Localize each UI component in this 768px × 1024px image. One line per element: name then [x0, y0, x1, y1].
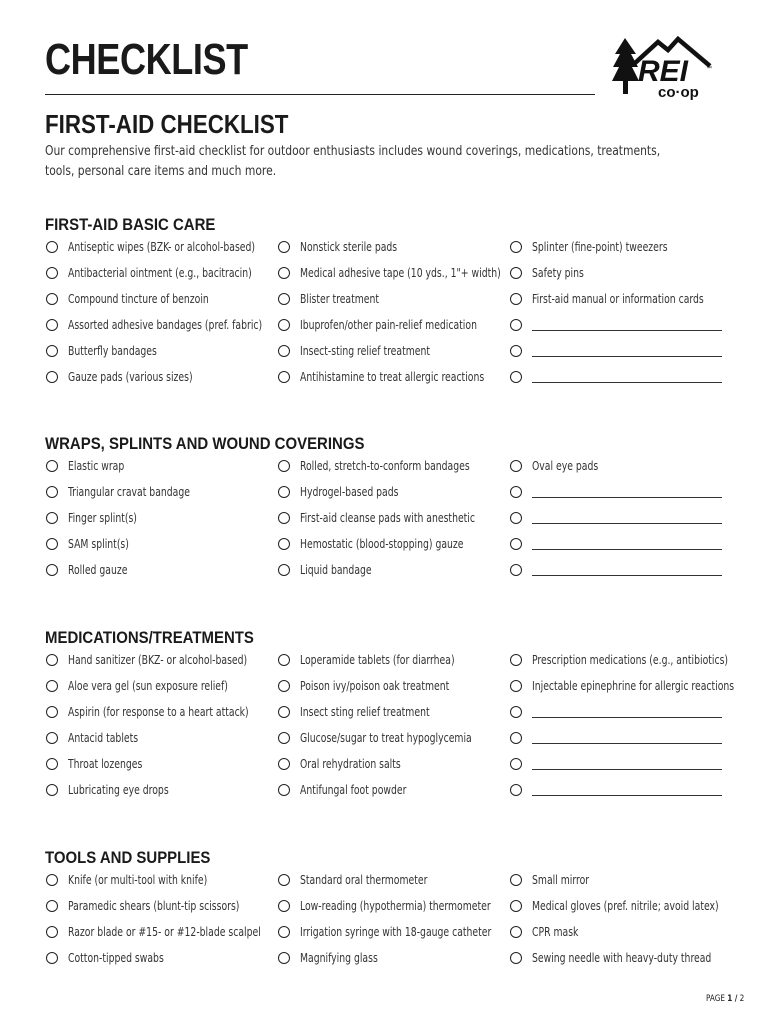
- checkbox-circle[interactable]: [46, 564, 58, 576]
- checkbox-circle[interactable]: [510, 706, 522, 718]
- checklist-item: [45, 510, 280, 536]
- checklist-item-label: Splinter (fine-point) tweezers: [532, 240, 668, 254]
- checkbox-circle[interactable]: [278, 900, 290, 912]
- checklist-item: [45, 652, 280, 678]
- checklist-item-label: Injectable epinephrine for allergic reactions: [532, 679, 735, 693]
- checkbox-circle[interactable]: [510, 512, 522, 524]
- checklist-item-label: Oral rehydration salts: [300, 757, 401, 771]
- checklist-item: [45, 950, 280, 976]
- checkbox-circle[interactable]: [46, 926, 58, 938]
- checklist-item-label: Rolled gauze: [68, 563, 128, 577]
- logo-coop: co·op: [658, 84, 699, 100]
- checkbox-circle[interactable]: [46, 952, 58, 964]
- checklist-item: [509, 898, 744, 924]
- write-in-line[interactable]: [532, 497, 722, 498]
- checklist-item-label: Low-reading (hypothermia) thermometer: [300, 899, 491, 913]
- checkbox-circle[interactable]: [46, 706, 58, 718]
- checklist-item: [277, 343, 512, 369]
- checkbox-circle[interactable]: [278, 926, 290, 938]
- checklist-column: [45, 458, 280, 588]
- checkbox-circle[interactable]: [278, 293, 290, 305]
- checklist-item-label: SAM splint(s): [68, 537, 129, 551]
- checklist-item: [509, 872, 744, 898]
- page-current: 1: [727, 994, 733, 1004]
- page-total: 2: [739, 994, 745, 1004]
- checklist-item-label: Oval eye pads: [532, 459, 599, 473]
- checklist-item-label: CPR mask: [532, 925, 579, 939]
- checkbox-circle[interactable]: [46, 732, 58, 744]
- checklist-item-label: Insect sting relief treatment: [300, 705, 430, 719]
- checkbox-circle[interactable]: [510, 267, 522, 279]
- section-heading: TOOLS AND SUPPLIES: [45, 848, 211, 867]
- checklist-item: [509, 369, 744, 395]
- checklist-column: [509, 652, 744, 808]
- checkbox-circle[interactable]: [278, 706, 290, 718]
- section-tools-and-supplies: [45, 848, 745, 965]
- checklist-item: [509, 704, 744, 730]
- checklist-item-label: Sewing needle with heavy-duty thread: [532, 951, 712, 965]
- checkbox-circle[interactable]: [278, 460, 290, 472]
- checklist-item-label: Magnifying glass: [300, 951, 378, 965]
- checklist-item: [277, 239, 512, 265]
- checklist-item: [277, 678, 512, 704]
- checklist-column: [277, 239, 512, 395]
- checkbox-circle[interactable]: [278, 319, 290, 331]
- checkbox-circle[interactable]: [278, 267, 290, 279]
- checklist-column: [45, 652, 280, 808]
- checklist-item: [277, 291, 512, 317]
- page-number: [706, 993, 744, 1005]
- checkbox-circle[interactable]: [510, 345, 522, 357]
- checklist-item: [45, 484, 280, 510]
- checklist-item: [277, 536, 512, 562]
- checklist-item: [45, 756, 280, 782]
- checkbox-circle[interactable]: [510, 538, 522, 550]
- checkbox-circle[interactable]: [278, 345, 290, 357]
- checklist-item-label: Antifungal foot powder: [300, 783, 407, 797]
- write-in-line[interactable]: [532, 523, 722, 524]
- checkbox-circle[interactable]: [510, 486, 522, 498]
- page-separator: /: [734, 994, 738, 1004]
- checkbox-circle[interactable]: [510, 241, 522, 253]
- checklist-column: [45, 872, 280, 976]
- checklist-column: [509, 872, 744, 976]
- checklist-item: [509, 924, 744, 950]
- page-label: PAGE: [706, 994, 725, 1004]
- checkbox-circle[interactable]: [46, 512, 58, 524]
- checkbox-circle[interactable]: [46, 345, 58, 357]
- checkbox-circle[interactable]: [46, 900, 58, 912]
- checklist-item-label: Aloe vera gel (sun exposure relief): [68, 679, 228, 693]
- checklist-item: [45, 924, 280, 950]
- checkbox-circle[interactable]: [278, 486, 290, 498]
- write-in-line[interactable]: [532, 549, 722, 550]
- checklist-item-label: Irrigation syringe with 18-gauge catheter: [300, 925, 492, 939]
- checklist-item: [509, 317, 744, 343]
- checkbox-circle[interactable]: [278, 680, 290, 692]
- checklist-item: [509, 950, 744, 976]
- checkbox-circle[interactable]: [510, 900, 522, 912]
- section-wraps-splints-and-wound-coverings: [45, 434, 745, 577]
- rei-coop-logo: [612, 34, 716, 100]
- checklist-column: [509, 458, 744, 588]
- checklist-item-label: Insect-sting relief treatment: [300, 344, 430, 358]
- checklist-column: [277, 872, 512, 976]
- checklist-item-label: Finger splint(s): [68, 511, 137, 525]
- write-in-line[interactable]: [532, 382, 722, 383]
- section-first-aid-basic-care: [45, 215, 745, 384]
- write-in-line[interactable]: [532, 575, 722, 576]
- checklist-item: [45, 343, 280, 369]
- checklist-item: [509, 343, 744, 369]
- checkbox-circle[interactable]: [510, 293, 522, 305]
- checkbox-circle[interactable]: [278, 564, 290, 576]
- checklist-item-label: Liquid bandage: [300, 563, 372, 577]
- checkbox-circle[interactable]: [510, 564, 522, 576]
- checklist-item: [509, 484, 744, 510]
- checklist-item: [45, 536, 280, 562]
- checklist-item-label: Gauze pads (various sizes): [68, 370, 193, 384]
- checklist-column: [277, 458, 512, 588]
- checklist-item-label: Butterfly bandages: [68, 344, 157, 358]
- checklist-item-label: Knife (or multi-tool with knife): [68, 873, 208, 887]
- checklist-column: [277, 652, 512, 808]
- title-divider: [45, 94, 595, 95]
- checklist-item-label: Assorted adhesive bandages (pref. fabric): [68, 318, 263, 332]
- checklist-column: [509, 239, 744, 395]
- checklist-item: [45, 704, 280, 730]
- checklist-subtitle: FIRST-AID CHECKLIST: [45, 109, 289, 139]
- checkbox-circle[interactable]: [46, 486, 58, 498]
- checklist-item: [45, 562, 280, 588]
- section-medications-treatments: [45, 628, 745, 797]
- checkbox-circle[interactable]: [46, 241, 58, 253]
- checklist-item: [45, 317, 280, 343]
- checklist-item-label: Razor blade or #15- or #12-blade scalpel: [68, 925, 261, 939]
- checklist-item: [509, 536, 744, 562]
- checkbox-circle[interactable]: [46, 293, 58, 305]
- checklist-item: [509, 782, 744, 808]
- checkbox-circle[interactable]: [46, 680, 58, 692]
- checkbox-circle[interactable]: [278, 512, 290, 524]
- checklist-item: [45, 458, 280, 484]
- checklist-item-label: Antihistamine to treat allergic reactions: [300, 370, 485, 384]
- checklist-item-label: Compound tincture of benzoin: [68, 292, 209, 306]
- write-in-line[interactable]: [532, 356, 722, 357]
- checklist-item-label: Triangular cravat bandage: [68, 485, 190, 499]
- checklist-item-label: Antibacterial ointment (e.g., bacitracin): [68, 266, 252, 280]
- intro-paragraph: Our comprehensive first-aid checklist for outdoor enthusiasts includes wound coverings, medications, treatments, tools, personal care items and much more.: [45, 144, 661, 179]
- checklist-item: [277, 484, 512, 510]
- checklist-item: [509, 458, 744, 484]
- checklist-item-label: Prescription medications (e.g., antibiotics): [532, 653, 729, 667]
- checkbox-circle[interactable]: [46, 267, 58, 279]
- checklist-item: [45, 291, 280, 317]
- write-in-line[interactable]: [532, 717, 722, 718]
- checklist-item: [45, 782, 280, 808]
- section-heading: MEDICATIONS/TREATMENTS: [45, 628, 254, 647]
- checklist-item-label: Paramedic shears (blunt-tip scissors): [68, 899, 240, 913]
- checklist-item: [45, 678, 280, 704]
- checkbox-circle[interactable]: [278, 654, 290, 666]
- checkbox-circle[interactable]: [278, 241, 290, 253]
- checkbox-circle[interactable]: [510, 926, 522, 938]
- checklist-item: [277, 458, 512, 484]
- checklist-item-label: Elastic wrap: [68, 459, 125, 473]
- checkbox-circle[interactable]: [46, 758, 58, 770]
- page-title: CHECKLIST: [45, 35, 248, 84]
- checklist-item: [277, 652, 512, 678]
- checklist-item: [45, 265, 280, 291]
- checkbox-circle[interactable]: [510, 680, 522, 692]
- checklist-item-label: Cotton-tipped swabs: [68, 951, 164, 965]
- checklist-item-label: Throat lozenges: [68, 757, 143, 771]
- checklist-item-label: Blister treatment: [300, 292, 380, 306]
- checklist-item-label: Hemostatic (blood-stopping) gauze: [300, 537, 464, 551]
- checkbox-circle[interactable]: [46, 538, 58, 550]
- checklist-item: [277, 510, 512, 536]
- checkbox-circle[interactable]: [278, 758, 290, 770]
- checklist-item-label: Lubricating eye drops: [68, 783, 169, 797]
- checkbox-circle[interactable]: [510, 371, 522, 383]
- checklist-item-label: First-aid cleanse pads with anesthetic: [300, 511, 475, 525]
- checklist-item: [509, 510, 744, 536]
- checkbox-circle[interactable]: [278, 732, 290, 744]
- checklist-item: [277, 872, 512, 898]
- checkbox-circle[interactable]: [510, 784, 522, 796]
- logo-wordmark: REI: [638, 55, 689, 88]
- checklist-item: [277, 950, 512, 976]
- checklist-item: [277, 730, 512, 756]
- checklist-item: [277, 265, 512, 291]
- checklist-item: [277, 562, 512, 588]
- checkbox-circle[interactable]: [510, 758, 522, 770]
- checklist-item: [277, 756, 512, 782]
- checklist-item: [509, 756, 744, 782]
- checklist-item-label: Antacid tablets: [68, 731, 139, 745]
- checklist-item-label: Rolled, stretch-to-conform bandages: [300, 459, 470, 473]
- section-heading: FIRST-AID BASIC CARE: [45, 215, 216, 234]
- write-in-line[interactable]: [532, 769, 722, 770]
- checklist-item-label: Glucose/sugar to treat hypoglycemia: [300, 731, 472, 745]
- checklist-item: [277, 317, 512, 343]
- checklist-item-label: Medical adhesive tape (10 yds., 1"+ width): [300, 266, 501, 280]
- checkbox-circle[interactable]: [510, 460, 522, 472]
- checklist-item-label: Small mirror: [532, 873, 590, 887]
- checklist-item: [509, 265, 744, 291]
- checkbox-circle[interactable]: [46, 874, 58, 886]
- checklist-item-label: Safety pins: [532, 266, 584, 280]
- write-in-line[interactable]: [532, 330, 722, 331]
- checklist-item: [509, 239, 744, 265]
- checklist-item-label: First-aid manual or information cards: [532, 292, 704, 306]
- checklist-item-label: Aspirin (for response to a heart attack): [68, 705, 249, 719]
- checklist-item: [277, 924, 512, 950]
- checkbox-circle[interactable]: [278, 952, 290, 964]
- checklist-item: [45, 730, 280, 756]
- checkbox-circle[interactable]: [46, 654, 58, 666]
- checklist-item: [45, 898, 280, 924]
- checkbox-circle[interactable]: [510, 952, 522, 964]
- checklist-item-label: Ibuprofen/other pain-relief medication: [300, 318, 477, 332]
- section-heading: WRAPS, SPLINTS AND WOUND COVERINGS: [45, 434, 365, 453]
- checkbox-circle[interactable]: [278, 784, 290, 796]
- checklist-item-label: Medical gloves (pref. nitrile; avoid latex): [532, 899, 719, 913]
- checkbox-circle[interactable]: [278, 371, 290, 383]
- checklist-item: [509, 562, 744, 588]
- checklist-item: [277, 704, 512, 730]
- checklist-item: [45, 872, 280, 898]
- checklist-item-label: Hydrogel-based pads: [300, 485, 399, 499]
- checkbox-circle[interactable]: [510, 732, 522, 744]
- checklist-item: [509, 730, 744, 756]
- checklist-item: [277, 782, 512, 808]
- checklist-item: [45, 369, 280, 395]
- checklist-item: [509, 291, 744, 317]
- checklist-item-label: Hand sanitizer (BKZ- or alcohol-based): [68, 653, 248, 667]
- checklist-item-label: Loperamide tablets (for diarrhea): [300, 653, 455, 667]
- checkbox-circle[interactable]: [278, 538, 290, 550]
- checklist-item: [277, 369, 512, 395]
- checkbox-circle[interactable]: [46, 319, 58, 331]
- write-in-line[interactable]: [532, 795, 722, 796]
- write-in-line[interactable]: [532, 743, 722, 744]
- checkbox-circle[interactable]: [510, 319, 522, 331]
- checklist-item: [509, 652, 744, 678]
- checklist-item: [509, 678, 744, 704]
- tree-icon: [612, 38, 639, 94]
- checkbox-circle[interactable]: [46, 784, 58, 796]
- checkbox-circle[interactable]: [510, 654, 522, 666]
- checkbox-circle[interactable]: [278, 874, 290, 886]
- checklist-column: [45, 239, 280, 395]
- checkbox-circle[interactable]: [46, 460, 58, 472]
- checklist-item-label: Poison ivy/poison oak treatment: [300, 679, 450, 693]
- checkbox-circle[interactable]: [510, 874, 522, 886]
- checklist-item-label: Antiseptic wipes (BZK- or alcohol-based): [68, 240, 256, 254]
- checklist-item-label: Standard oral thermometer: [300, 873, 428, 887]
- checkbox-circle[interactable]: [46, 371, 58, 383]
- logo-tm: ™: [706, 66, 712, 72]
- checklist-item-label: Nonstick sterile pads: [300, 240, 398, 254]
- checklist-item: [277, 898, 512, 924]
- checklist-item: [45, 239, 280, 265]
